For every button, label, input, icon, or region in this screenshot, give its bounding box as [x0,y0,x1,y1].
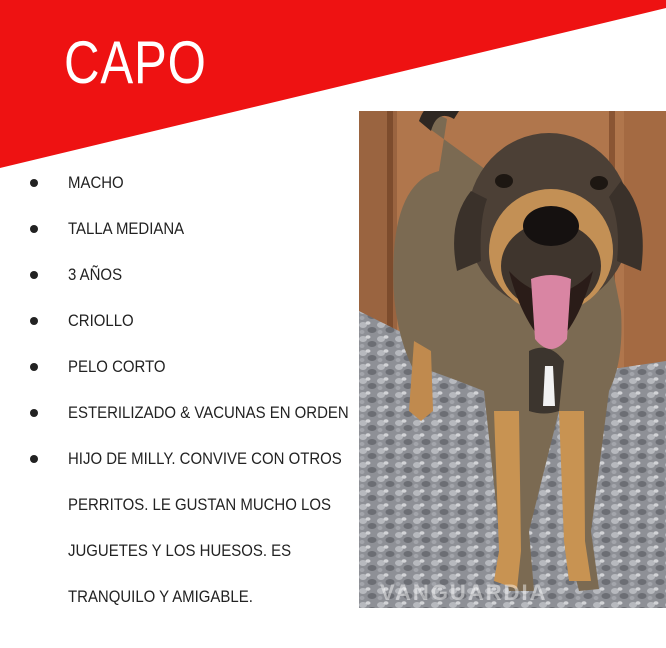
bullet-icon [30,455,38,463]
dog-photo [359,111,666,608]
fact-item: TALLA MEDIANA [22,206,342,252]
dog-name-title: CAPO [64,29,207,96]
bullet-icon [30,179,38,187]
fact-item: CRIOLLO [22,298,342,344]
watermark: VANGUARDIA [380,580,548,605]
fact-item: MACHO [22,160,342,206]
description-line: JUGUETES Y LOS HUESOS. ES [68,541,292,560]
fact-item-description [22,436,342,620]
description-line: PERRITOS. LE GUSTAN MUCHO LOS [68,495,331,514]
bullet-icon [30,271,38,279]
facts-list [22,160,349,620]
bullet-icon [30,363,38,371]
description-line: HIJO DE MILLY. CONVIVE CON OTROS [68,449,342,468]
fact-item: 3 AÑOS [22,252,342,298]
description-line: TRANQUILO Y AMIGABLE. [68,587,253,606]
fact-item: ESTERILIZADO & VACUNAS EN ORDEN [22,390,342,436]
bullet-icon [30,409,38,417]
bullet-icon [30,317,38,325]
fact-item: PELO CORTO [22,344,342,390]
bullet-icon [30,225,38,233]
